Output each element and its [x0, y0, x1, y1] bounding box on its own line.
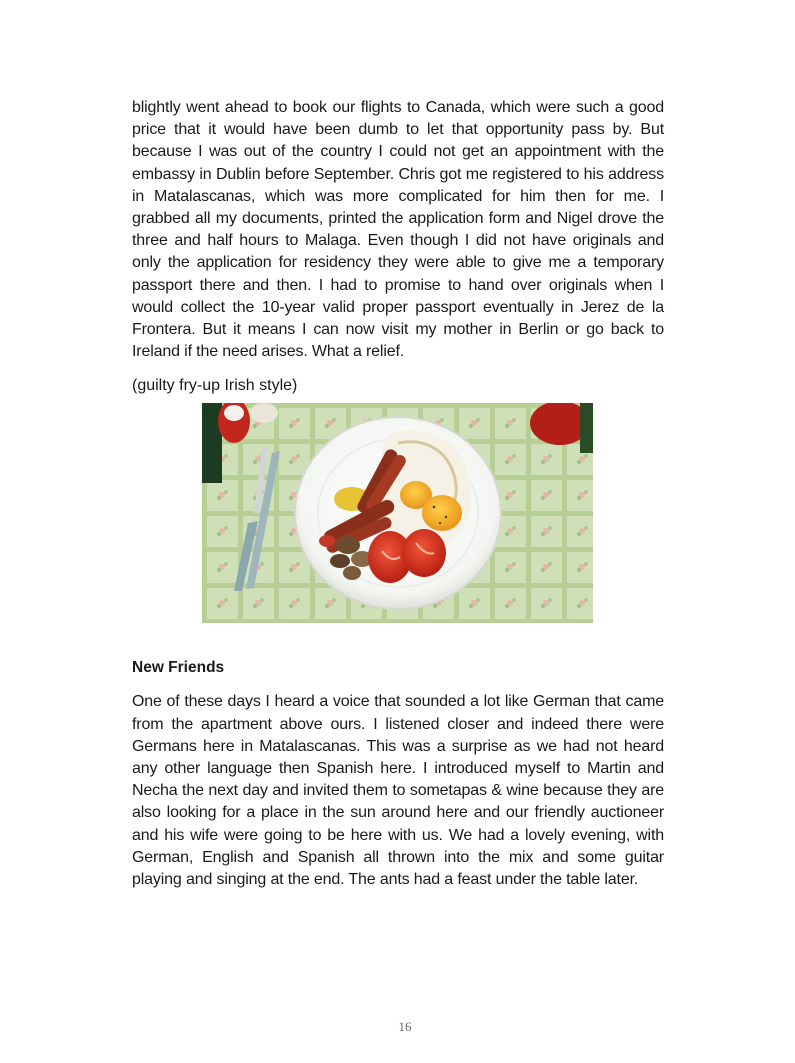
page-content: [132, 97, 664, 891]
breakfast-photo-illustration: [202, 403, 593, 623]
breakfast-photo: [202, 403, 593, 623]
intro-paragraph: blightly went ahead to book our flights to Canada, which were such a good price that it would have been dumb to let that opportunity pass by. But because I was out of the country I could not get an appointment with the embassy in Dublin before September. Chris got me registered to his address in Matalascanas, which was more complicated for him then for me. I grabbed all my documents, printed the application form and Nigel drove the three and half hours to Malaga. Even though I did not have originals and only the application for residency they were able to give me a temporary passport there and then. I had to promise to hand over originals when I would collect the 10-year valid proper passport eventually in Jerez de la Frontera. But it means I can now visit my mother in Berlin or go back to Ireland if the need arises. What a relief.: [132, 99, 664, 361]
section-heading: New Friends: [132, 659, 225, 677]
photo-caption: (guilty fry-up Irish style): [132, 377, 298, 395]
page-number: 16: [398, 1019, 412, 1034]
new-friends-paragraph: One of these days I heard a voice that sounded a lot like German that came from the apartment above ours. I listened closer and indeed there were Germans here in Matalascanas. This was a surprise as we had not heard any other language then Spanish here. I introduced myself to Martin and Necha the next day and invited them to sometapas & wine because they are also looking for a place in the sun around here and our friendly auctioneer and his wife were going to be here with us. We had a lovely evening, with German, English and Spanish all thrown into the mix and some guitar playing and singing at the end. The ants had a feast under the table later.: [132, 693, 664, 889]
